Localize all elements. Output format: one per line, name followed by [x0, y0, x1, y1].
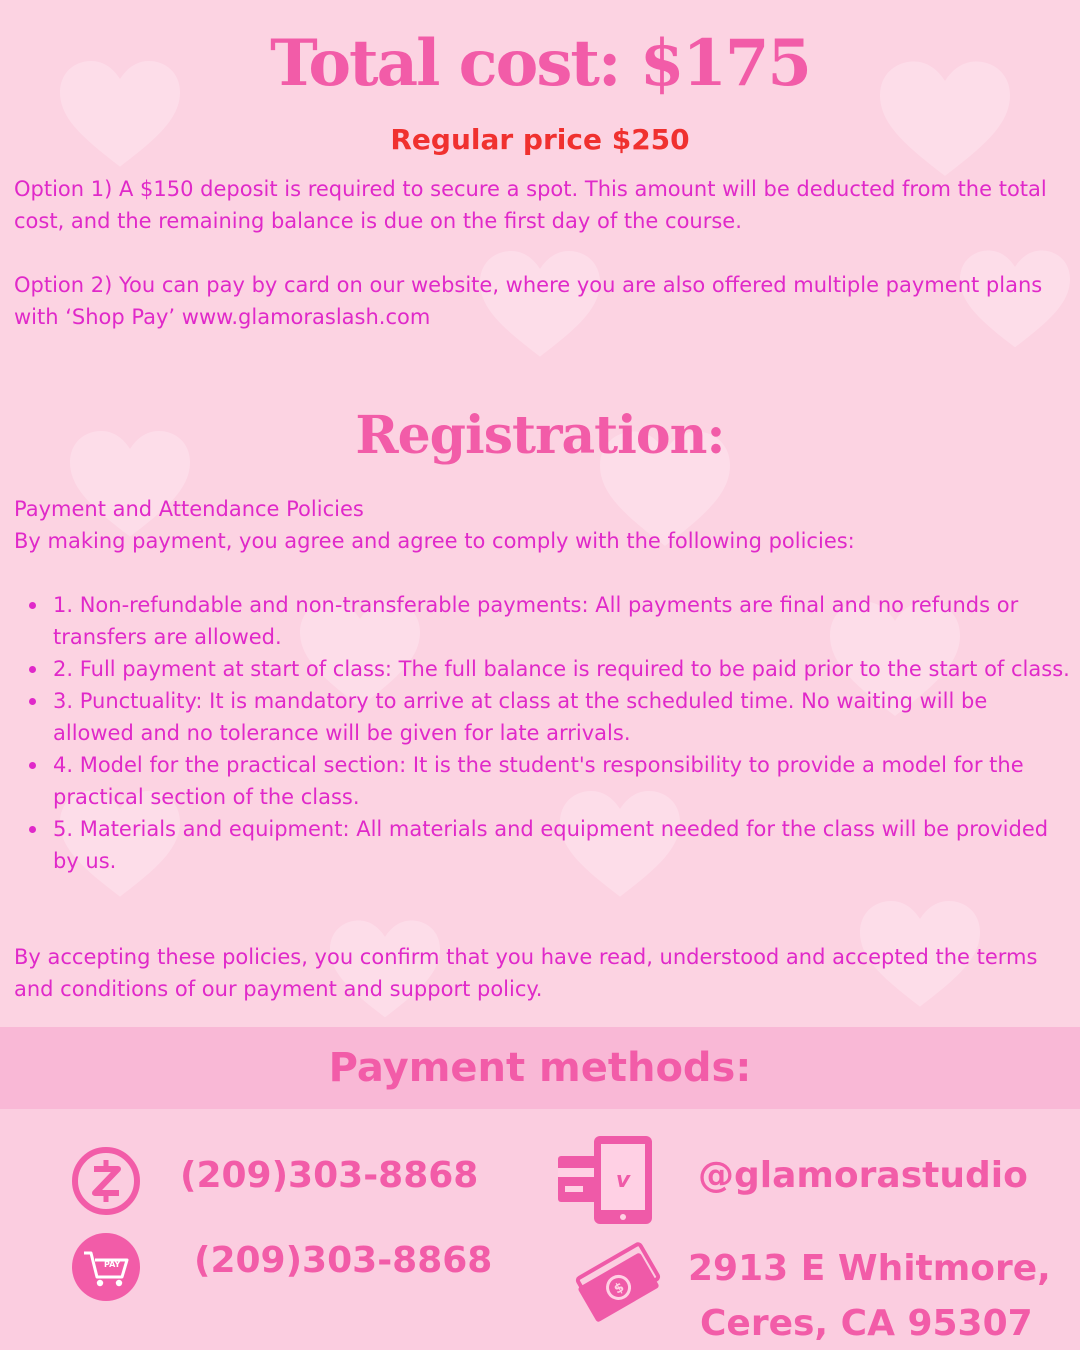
- policy-closing-text: By accepting these policies, you confirm that you have read, understood and accepted the terms and conditions of our payment and support policy.: [14, 945, 1038, 1001]
- policies-intro: By making payment, you agree and agree to comply with the following policies:: [14, 529, 855, 553]
- zelle-phone: (209)303-8868: [180, 1155, 479, 1196]
- payment-methods-heading: Payment methods:: [0, 1027, 1080, 1109]
- cash-icon: [574, 1236, 666, 1328]
- address-line-2: Ceres, CA 95307: [700, 1303, 1033, 1344]
- policy-list: [28, 589, 1070, 877]
- venmo-phone-icon: [556, 1134, 656, 1226]
- policy-item: 4. Model for the practical section: It is the student's responsibility to provide a model for the practical section of the class.: [28, 749, 1070, 813]
- policy-item: 3. Punctuality: It is mandatory to arrive at class at the scheduled time. No waiting will be allowed and no tolerance will be given for late arrivals.: [28, 685, 1070, 749]
- total-cost-title: Total cost: $175: [270, 26, 810, 101]
- option-1-text: Option 1) A $150 deposit is required to secure a spot. This amount will be deducted from the total cost, and the remaining balance is due on the first day of the course.: [14, 177, 1047, 233]
- regular-price: Regular price $250: [390, 123, 690, 156]
- apple-pay-label: PAY: [104, 1260, 121, 1269]
- address-line-1: 2913 E Whitmore,: [688, 1248, 1051, 1289]
- zelle-icon: [70, 1145, 142, 1217]
- option-2-text: Option 2) You can pay by card on our website, where you are also offered multiple payment plans with ‘Shop Pay’ www.glamoraslash.com: [14, 273, 1043, 329]
- registration-heading: Registration:: [355, 405, 725, 466]
- svg-text:$: $: [611, 1280, 627, 1298]
- svg-text:v: v: [615, 1168, 631, 1193]
- policies-title: Payment and Attendance Policies: [14, 497, 364, 521]
- apple-pay-phone: (209)303-8868: [194, 1240, 493, 1281]
- policy-item: 1. Non-refundable and non-transferable payments: All payments are final and no refunds or transfers are allowed.: [28, 589, 1070, 653]
- policy-item: 2. Full payment at start of class: The full balance is required to be paid prior to the start of class.: [28, 653, 1070, 685]
- apple-pay-cart-icon: [72, 1233, 140, 1301]
- policy-item: 5. Materials and equipment: All materials and equipment needed for the class will be provided by us.: [28, 813, 1070, 877]
- venmo-handle: @glamorastudio: [698, 1155, 1028, 1196]
